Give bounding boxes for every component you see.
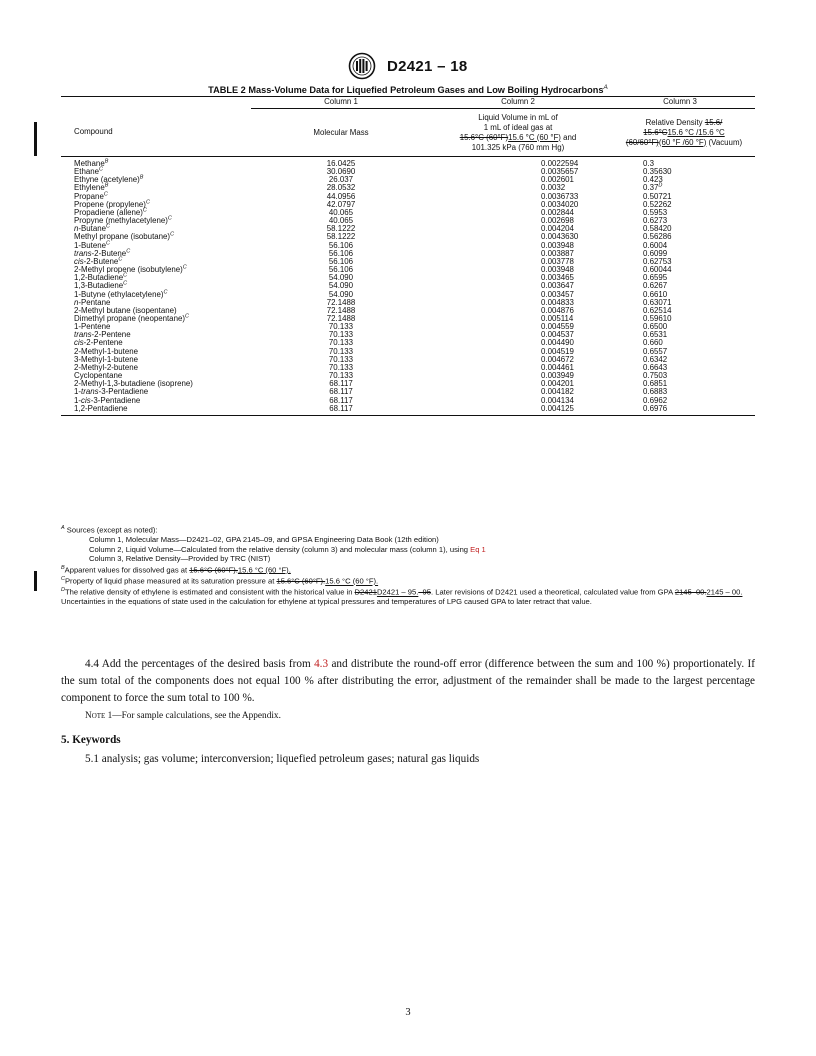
inserted-text: 15.6 °C (60 °F)	[508, 132, 561, 142]
relative-density-value: 0.660	[643, 338, 663, 348]
compound-name: 1-Butyne (ethylacetylene)	[74, 289, 164, 299]
note-1	[61, 711, 779, 721]
note-label: Note 1	[85, 711, 113, 721]
section-number: 4.4	[85, 658, 99, 670]
keywords-text: 5.1 analysis; gas volume; interconversion; liquefied petroleum gases; natural gas liquids	[85, 753, 480, 765]
relative-density-value: 0.6557	[643, 346, 668, 356]
molecular-mass-cell: 68.117	[329, 379, 353, 389]
relative-density-cell	[605, 291, 755, 299]
relative-density-value: 0.6342	[643, 354, 668, 364]
footnote-mark: C	[145, 199, 150, 206]
compound-italic-prefix: cis	[81, 395, 91, 405]
compound-italic-prefix: n	[74, 224, 79, 234]
page-number: 3	[405, 1007, 411, 1018]
molecular-mass-cell: 28.0532	[326, 183, 356, 193]
relative-density-value: 0.59610	[643, 313, 672, 323]
liquid-volume-cell: 0.003887	[541, 248, 574, 258]
footnote-mark: C	[167, 215, 172, 222]
relative-density-value: 0.7503	[643, 371, 668, 381]
deleted-text: 15.6/	[704, 117, 723, 127]
compound-header: Compound	[61, 109, 251, 157]
liquid-volume-cell: 0.0036733	[541, 191, 579, 201]
relative-density-value: 0.6976	[643, 403, 668, 413]
relative-density-value: 0.37	[643, 183, 659, 193]
compound-name: -2-Pentene	[83, 338, 123, 348]
molecular-mass-cell: 56.106	[328, 265, 354, 275]
deleted-text: 15.6°C	[643, 127, 668, 137]
footnote-b	[61, 564, 755, 575]
column-header-1: Column 1	[251, 97, 431, 109]
liquid-volume-header	[431, 109, 605, 157]
footnote-mark: C	[126, 248, 131, 255]
compound-cell	[61, 405, 251, 416]
relative-density-value: 0.62753	[643, 256, 672, 266]
molecular-mass-cell: 72.1488	[326, 313, 356, 323]
relative-density-value: 0.6099	[643, 248, 668, 258]
molecular-mass-cell: 42.0797	[326, 199, 356, 209]
relative-density-value: 0.6273	[643, 216, 668, 226]
liquid-volume-cell: 0.004537	[541, 330, 574, 340]
liquid-volume-cell: 0.0043630	[541, 232, 579, 242]
footnote-a-intro: Sources (except as noted):	[66, 525, 158, 535]
relative-density-value: 0.62514	[643, 305, 672, 315]
liquid-volume-header-line1: Liquid Volume in mL of	[478, 112, 558, 122]
relative-density-cell	[605, 209, 755, 217]
footnote-d-text1: The relative density of ethylene is estimated and consistent with the historical value in	[64, 587, 355, 597]
inserted-text: 15.6 °C /15.6 °C	[667, 127, 725, 137]
paragraph-4-4-text2: and distribute the round-off error (difference between the sum and 100 %) proportionately. If the sum total of the components does not equal 100 % after distributing the error, adjustment of the remainder shall be made to the largest percentage component to force the sum total to 100 %.	[61, 658, 755, 704]
keywords-heading: 5. Keywords	[61, 734, 121, 746]
compound-name: 2-Methyl propene (isobutylene)	[74, 265, 183, 275]
compound-name: Ethylene	[74, 183, 105, 193]
footnote-mark: B	[139, 174, 144, 181]
inserted-text: 15.6 °C (60 °F).	[325, 576, 379, 586]
molecular-mass-cell: 70.133	[328, 371, 354, 381]
relative-density-value: 0.6267	[643, 281, 668, 291]
molecular-mass-cell: 58.1222	[326, 232, 356, 242]
footnote-mark: B	[104, 158, 109, 165]
change-bar	[34, 571, 37, 591]
compound-name: -3-Pentadiene	[90, 395, 141, 405]
compound-name: Ethyne (acetylene)	[74, 175, 140, 185]
relative-density-cell	[605, 299, 755, 307]
relative-density-value: 0.6643	[643, 362, 668, 372]
liquid-volume-cell: 0.004134	[541, 395, 574, 405]
footnote-mark: C	[106, 223, 111, 230]
footnote-mark: C	[106, 239, 111, 246]
liquid-volume-cell: 0.005114	[541, 313, 574, 323]
table-footnotes	[61, 524, 755, 607]
relative-density-value: 0.6595	[643, 273, 668, 283]
footnote-mark: B	[104, 182, 109, 189]
column-header-3: Column 3	[605, 97, 755, 109]
compound-name: 1-Butene	[74, 240, 107, 250]
footnote-a	[61, 524, 755, 535]
inserted-text: 2145 – 00.	[706, 587, 743, 597]
liquid-volume-cell: 0.004461	[541, 362, 574, 372]
relative-density-value: 0.6883	[643, 387, 668, 397]
paragraph-4-4-text1: Add the percentages of the desired basis from	[98, 658, 315, 670]
compound-italic-prefix: n	[74, 297, 79, 307]
relative-density-value: 0.60044	[643, 265, 672, 275]
inserted-text: D2421 – 95.	[376, 587, 419, 597]
footnote-c	[61, 575, 755, 586]
liquid-volume-header-tail: and	[560, 132, 577, 142]
compound-italic-prefix: trans	[74, 248, 92, 258]
liquid-volume-cell: 0.003457	[541, 289, 574, 299]
column-number-row	[61, 97, 755, 109]
liquid-volume-cell: 0.003778	[541, 256, 574, 266]
footnote-a-column3: Column 3, Relative Density—Provided by TRC (NIST)	[89, 554, 271, 564]
relative-density-cell	[605, 348, 755, 356]
liquid-volume-header-line2: 1 mL of ideal gas at	[483, 122, 553, 132]
compound-name: Propene (propylene)	[74, 199, 146, 209]
document-header	[0, 52, 816, 80]
deleted-text: –95	[418, 587, 431, 597]
compound-name: -3-Pentadiene	[98, 387, 149, 397]
footnote-a-column2	[61, 545, 755, 555]
relative-density-cell	[605, 339, 755, 347]
relative-density-value: 0.5953	[643, 207, 668, 217]
compound-name: 2-Methyl-1-butene	[74, 346, 139, 356]
footnote-mark: C	[142, 207, 147, 214]
footnote-mark: C	[123, 272, 128, 279]
compound-prefix: 1-	[74, 387, 82, 397]
relative-density-cell	[605, 250, 755, 258]
molecular-mass-cell: 72.1488	[326, 305, 356, 315]
deleted-text: 15.6°C (60°F).	[189, 565, 238, 575]
relative-density-cell	[605, 323, 755, 331]
relative-density-cell	[605, 242, 755, 250]
relative-density-value: 0.6962	[643, 395, 668, 405]
inserted-text: (60 °F /60 °F)	[658, 137, 707, 147]
molecular-mass-cell: 68.117	[329, 395, 353, 405]
table-title-footnote-mark: A	[603, 84, 608, 91]
footnote-mark: D	[61, 587, 65, 594]
molecular-mass-cell: 70.133	[328, 322, 354, 332]
compound-italic-prefix: trans	[74, 330, 92, 340]
table-title	[0, 84, 816, 95]
change-bar	[34, 122, 37, 156]
compound-name: Ethane	[74, 167, 100, 177]
relative-density-cell	[605, 176, 755, 184]
relative-density-header-tail: (Vacuum)	[706, 137, 743, 147]
relative-density-cell	[605, 157, 755, 169]
liquid-volume-cell: 0.002601	[541, 175, 574, 185]
molecular-mass-cell: 72.1488	[326, 297, 356, 307]
relative-density-cell	[605, 168, 755, 176]
relative-density-value: 0.50721	[643, 191, 672, 201]
compound-name: 1-Pentene	[74, 322, 111, 332]
note-1-text: —For sample calculations, see the Appendix.	[112, 711, 281, 721]
relative-density-cell	[605, 193, 755, 201]
footnote-mark: D	[658, 182, 663, 189]
compound-name: -2-Butene	[83, 256, 119, 266]
molecular-mass-cell: 26.037	[328, 175, 354, 185]
footnote-mark: A	[61, 525, 65, 531]
inserted-text: 15.6 °C (60 °F).	[237, 565, 291, 575]
compound-name: 2-Methyl-1,3-butadiene (isoprene)	[74, 379, 193, 389]
molecular-mass-cell: 56.106	[328, 256, 354, 266]
compound-name: -2-Pentene	[91, 330, 131, 340]
relative-density-cell	[605, 372, 755, 380]
deleted-text: D2421	[354, 587, 377, 597]
liquid-volume-cell: 0.004125	[431, 405, 605, 416]
relative-density-cell	[605, 380, 755, 388]
deleted-text: 2145–00.	[674, 587, 707, 597]
relative-density-cell	[605, 397, 755, 405]
footnote-mark: B	[61, 564, 65, 571]
molecular-mass-cell: 54.090	[328, 273, 354, 283]
molecular-mass-cell: 16.0425	[326, 159, 356, 168]
relative-density-value: 0.58420	[643, 224, 672, 234]
deleted-text: 15.6°C (60°F)	[459, 132, 509, 142]
relative-density-value: 0.52262	[643, 199, 672, 209]
liquid-volume-cell: 0.004490	[541, 338, 574, 348]
relative-density-value: 0.3	[643, 159, 654, 168]
molecular-mass-cell: 44.0956	[326, 191, 356, 201]
relative-density-value: 0.6851	[643, 379, 668, 389]
compound-name: Cyclopentane	[74, 371, 123, 381]
compound-name: Methane	[74, 159, 105, 168]
relative-density-cell	[605, 356, 755, 364]
relative-density-cell	[605, 315, 755, 323]
molecular-mass-cell: 30.0690	[326, 167, 356, 177]
column-title-row	[61, 109, 755, 157]
compound-name: Methyl propane (isobutane)	[74, 232, 171, 242]
liquid-volume-cell: 0.002844	[541, 207, 574, 217]
deleted-text: (60/60°F)	[625, 137, 659, 147]
relative-density-cell	[605, 184, 755, 192]
molecular-mass-cell: 70.133	[328, 330, 354, 340]
liquid-volume-cell: 0.004182	[541, 387, 574, 397]
mass-volume-table	[61, 96, 755, 416]
molecular-mass-cell: 58.1222	[326, 224, 356, 234]
molecular-mass-cell: 56.106	[328, 248, 354, 258]
compound-italic-prefix: trans	[81, 387, 99, 397]
relative-density-cell	[605, 274, 755, 282]
compound-name: Dimethyl propane (neopentane)	[74, 313, 185, 323]
liquid-volume-cell: 0.002698	[541, 216, 574, 226]
footnote-mark: C	[182, 264, 187, 271]
liquid-volume-cell: 0.004204	[541, 224, 574, 234]
footnote-mark: C	[103, 191, 108, 197]
deleted-text: 15.6°C (60°F).	[276, 576, 326, 586]
relative-density-value: 0.6500	[643, 322, 668, 332]
compound-name: -Pentane	[78, 297, 111, 307]
molecular-mass-header: Molecular Mass	[251, 109, 431, 157]
footnote-mark: C	[163, 288, 168, 295]
compound-name: -Butane	[78, 224, 107, 234]
relative-density-value: 0.423	[643, 175, 663, 185]
compound-name: Propane	[74, 191, 104, 201]
molecular-mass-cell: 68.117	[251, 405, 431, 416]
liquid-volume-cell: 0.004559	[541, 322, 574, 332]
liquid-volume-cell: 0.0022594	[541, 159, 579, 168]
equation-1-link[interactable]: Eq 1	[470, 544, 486, 554]
liquid-volume-cell: 0.0032	[541, 183, 566, 193]
document-designation: D2421 – 18	[386, 57, 468, 75]
compound-name: Propyne (methylacetylene)	[74, 216, 168, 226]
relative-density-header-line1: Relative Density	[645, 117, 705, 127]
footnote-d	[61, 586, 755, 607]
relative-density-cell	[605, 217, 755, 225]
compound-name: 1,3-Butadiene	[74, 281, 124, 291]
liquid-volume-cell: 0.004519	[541, 346, 574, 356]
footnote-d-text3: Uncertainties in the equations of state used in the calculation for ethylene at typical pressures and temperatures of LPG caused GPA to later retract that value.	[61, 597, 592, 607]
compound-name: Propadiene (allene)	[74, 207, 143, 217]
table-row	[61, 405, 755, 416]
relative-density-cell	[605, 282, 755, 290]
liquid-volume-cell: 0.004876	[541, 305, 574, 315]
relative-density-cell	[605, 364, 755, 372]
liquid-volume-cell: 0.003647	[541, 281, 574, 291]
relative-density-cell	[605, 225, 755, 233]
section-4-3-link[interactable]: 4.3	[314, 658, 329, 670]
liquid-volume-cell: 0.004201	[541, 379, 574, 389]
compound-name: 2-Methyl-2-butene	[74, 362, 139, 372]
footnote-mark: C	[123, 280, 128, 287]
compound-italic-prefix: cis	[74, 256, 84, 266]
molecular-mass-cell: 40.065	[328, 216, 354, 226]
footnote-mark: C	[118, 256, 123, 263]
compound-name: 2-Methyl butane (isopentane)	[74, 305, 177, 315]
relative-density-cell	[605, 307, 755, 315]
molecular-mass-cell: 68.117	[329, 387, 353, 397]
compound-name: 3-Methyl-1-butene	[74, 354, 139, 364]
footnote-d-text2: . Later revisions of D2421 used a theoretical, calculated value from GPA	[431, 587, 675, 597]
liquid-volume-cell: 0.003948	[541, 265, 574, 275]
column-header-blank	[61, 97, 251, 109]
footnote-a-column2-text: Column 2, Liquid Volume—Calculated from the relative density (column 3) and molecular mass (column 1), using	[89, 544, 471, 554]
molecular-mass-cell: 70.133	[328, 354, 354, 364]
relative-density-value: 0.6610	[643, 289, 668, 299]
molecular-mass-cell: 70.133	[328, 338, 354, 348]
footnote-mark: C	[99, 166, 103, 173]
footnote-b-text: Apparent values for dissolved gas at	[64, 565, 190, 575]
molecular-mass-cell: 70.133	[328, 362, 354, 372]
relative-density-value: 0.56286	[643, 232, 672, 242]
relative-density-value: 0.63071	[643, 297, 672, 307]
relative-density-cell	[605, 331, 755, 339]
compound-name: 1,2-Pentadiene	[74, 403, 128, 413]
liquid-volume-cell: 0.003949	[541, 371, 574, 381]
column-header-2: Column 2	[431, 97, 605, 109]
molecular-mass-cell: 70.133	[328, 346, 354, 356]
relative-density-cell	[605, 258, 755, 266]
footnote-mark: C	[61, 576, 65, 583]
molecular-mass-cell: 40.065	[328, 207, 354, 217]
liquid-volume-cell: 0.0034020	[541, 199, 579, 209]
liquid-volume-cell: 0.003948	[541, 240, 574, 250]
footnote-a-column1: Column 1, Molecular Mass—D2421–02, GPA 2145–09, and GPSA Engineering Data Book (12th edition)	[89, 535, 439, 545]
relative-density-value: 0.35630	[643, 167, 672, 177]
liquid-volume-header-line4: 101.325 kPa (760 mm Hg)	[471, 142, 565, 152]
liquid-volume-cell: 0.0035657	[541, 167, 579, 177]
compound-italic-prefix: cis	[74, 338, 84, 348]
molecular-mass-cell: 54.090	[328, 281, 354, 291]
footnote-c-text: Property of liquid phase measured at its saturation pressure at	[64, 576, 277, 586]
relative-density-value: 0.6004	[643, 240, 668, 250]
molecular-mass-cell: 54.090	[328, 289, 354, 299]
relative-density-cell	[605, 266, 755, 274]
astm-logo-icon	[348, 52, 376, 80]
molecular-mass-cell: 56.106	[328, 240, 354, 250]
liquid-volume-cell: 0.004833	[541, 297, 574, 307]
compound-prefix: 1-	[74, 395, 82, 405]
relative-density-header	[605, 109, 755, 157]
compound-name: -2-Butene	[91, 248, 127, 258]
footnote-mark: C	[184, 313, 189, 320]
footnote-mark: C	[170, 231, 175, 238]
relative-density-cell	[605, 233, 755, 241]
compound-name: 1,2-Butadiene	[74, 273, 124, 283]
relative-density-cell	[605, 405, 755, 416]
liquid-volume-cell: 0.004672	[541, 354, 574, 364]
table-body	[61, 157, 755, 416]
paragraph-4-4	[61, 656, 755, 706]
relative-density-cell	[605, 201, 755, 209]
relative-density-cell	[605, 388, 755, 396]
liquid-volume-cell: 0.003465	[541, 273, 574, 283]
table-title-text: TABLE 2 Mass-Volume Data for Liquefied Petroleum Gases and Low Boiling Hydrocarbons	[208, 85, 604, 96]
relative-density-value: 0.6531	[643, 330, 668, 340]
